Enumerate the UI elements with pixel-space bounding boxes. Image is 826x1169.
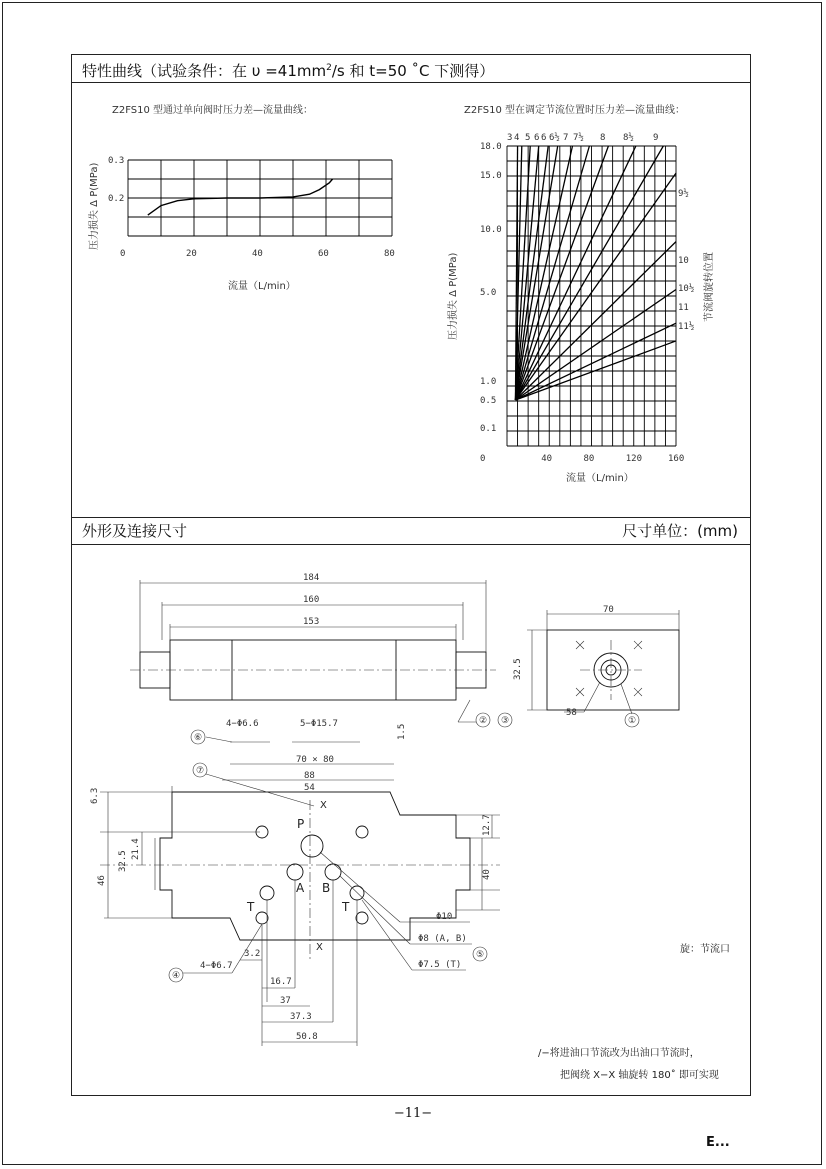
chart1-y-tick: 0.3 [108, 156, 125, 166]
unit-label: 尺寸单位：(mm) [622, 522, 738, 540]
chart1-x-tick: 20 [186, 249, 197, 259]
dim-160: 160 [303, 595, 320, 605]
chart1-title: Z2FS10 型通过单向阀时压力差—流量曲线： [112, 105, 314, 116]
chart2-ylabel: 压力损失 Δ P(MPa) [448, 252, 459, 340]
dim-37-3: 37.3 [290, 1012, 312, 1022]
curves-title-sup: 2 [326, 63, 332, 73]
chart2-x-tick: 120 [625, 454, 643, 464]
balloon-4: ④ [172, 971, 181, 981]
chart2-top-label: 7½ [573, 133, 584, 143]
chart1-x-tick: 0 [120, 249, 126, 259]
axis-x-bottom: X [316, 942, 323, 953]
callout-phi-8: Φ8 (A, B) [418, 934, 467, 944]
chart2-xlabel: 流量（L/min） [566, 473, 634, 484]
chart1-xlabel: 流量（L/min） [228, 281, 296, 292]
dim-153: 153 [303, 617, 320, 627]
dim-70: 70 [603, 605, 614, 615]
chart1-x-tick: 40 [252, 249, 263, 259]
chart2-right-label: 节流阀旋转位置 [704, 252, 715, 322]
dim-32-5: 32.5 [513, 658, 523, 680]
chart2-x-tick: 40 [541, 454, 553, 464]
chart2-top-label: 6 [541, 133, 547, 143]
chart2-top-label: 4 [514, 133, 520, 143]
dim-16-7: 16.7 [270, 977, 292, 987]
chart2-top-label: 7 [563, 133, 569, 143]
dim-70x80: 70 × 80 [296, 755, 334, 765]
dim-32-5b: 32.5 [118, 850, 128, 872]
callout-phi-10: Φ10 [436, 912, 453, 922]
dim-37: 37 [280, 996, 291, 1006]
balloon-3: ③ [501, 716, 510, 726]
balloon-5: ⑤ [476, 950, 485, 960]
chart2-x-tick: 0 [480, 454, 486, 464]
valve-side-view [130, 573, 512, 727]
legend-note: 旋：节流口 [680, 944, 730, 955]
curves-title-suffix: /s 和 t=50 ˚C 下测得） [331, 62, 495, 80]
chart2-side-label: 11½ [678, 322, 695, 332]
callout-phi-7-5: Φ7.5 (T) [418, 960, 462, 970]
chart2-y-tick: 0.5 [480, 396, 497, 406]
chart2-top-label: 6½ [549, 133, 560, 143]
chart2-top-label: 3 [507, 133, 513, 143]
dim-54: 54 [304, 783, 315, 793]
curves-title-prefix: 特性曲线（试验条件：在 υ =41mm [82, 62, 327, 80]
chart2-x-tick: 160 [668, 454, 685, 464]
chart2-y-tick: 10.0 [480, 225, 502, 235]
chart1-x-tick: 60 [318, 249, 329, 259]
valve-end-view [513, 605, 679, 727]
chart1-y-tick: 0.2 [108, 194, 125, 204]
port-a: A [296, 881, 305, 895]
dimensions-title: 外形及连接尺寸 [82, 522, 188, 540]
chart2-top-label: 6 [534, 133, 540, 143]
dim-88: 88 [304, 771, 315, 781]
dim-184: 184 [303, 573, 320, 583]
chart1-ylabel: 压力损失 Δ P(MPa) [89, 162, 100, 250]
dim-58: 58 [566, 708, 577, 718]
dim-46: 46 [97, 875, 107, 886]
chart1-x-tick: 80 [384, 249, 395, 259]
balloon-2: ② [479, 716, 488, 726]
port-b: B [322, 881, 331, 895]
chart2-y-tick: 15.0 [480, 171, 502, 181]
chart2-x-tick: 80 [583, 454, 595, 464]
chart2-title: Z2FS10 型在调定节流位置时压力差—流量曲线： [464, 105, 686, 116]
balloon-7: ⑦ [196, 766, 205, 776]
chart2-top-label: 8½ [623, 133, 634, 143]
chart2-y-tick: 18.0 [480, 142, 502, 152]
port-t-right: T [342, 900, 350, 914]
dim-12-7: 12.7 [482, 814, 492, 836]
dim-3-2: 3.2 [244, 949, 261, 959]
chart2-side-label: 11 [678, 303, 689, 313]
axis-x-top: X [320, 800, 327, 811]
hole-note-4-phi-6-7: 4−Φ6.7 [200, 961, 233, 971]
chart2-top-label: 8 [600, 133, 606, 143]
footnote-line-2: 把阀绕 X−X 轴旋转 180˚ 即可实现 [560, 1070, 719, 1081]
port-p: P [297, 817, 305, 831]
dim-50-8: 50.8 [296, 1032, 318, 1042]
chart2-y-tick: 1.0 [480, 377, 497, 387]
chart2-top-label: 9 [653, 133, 659, 143]
chart2-side-label: 10 [678, 256, 689, 266]
holes-5-phi-15-7: 5−Φ15.7 [300, 719, 338, 729]
chart2-side-label: 9½ [678, 189, 689, 199]
chart2-side-label: 10½ [678, 284, 695, 294]
valve-mounting-view [90, 719, 500, 1046]
corner-mark: E... [706, 1135, 730, 1150]
footnote-line-1: /−将进油口节流改为出油口节流时， [538, 1048, 700, 1059]
holes-4-phi-6-6: 4−Φ6.6 [226, 719, 259, 729]
page-number: −11− [393, 1106, 433, 1121]
balloon-1: ① [628, 716, 637, 726]
balloon-6: ⑥ [194, 733, 203, 743]
chart2-y-tick: 5.0 [480, 288, 497, 298]
port-t-left: T [247, 900, 255, 914]
chart2-y-tick: 0.1 [480, 424, 497, 434]
dim-1-5: 1.5 [397, 723, 407, 740]
dim-40: 40 [482, 869, 492, 880]
dim-21-4: 21.4 [131, 838, 141, 860]
dim-6-3: 6.3 [90, 787, 100, 804]
chart2-top-label: 5 [525, 133, 531, 143]
